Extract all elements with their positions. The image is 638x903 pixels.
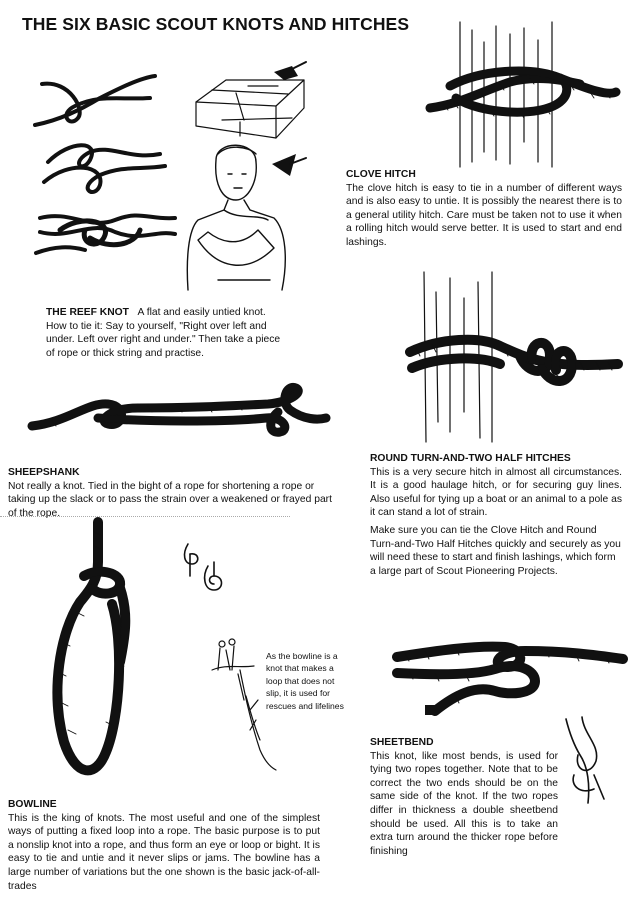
sheetbend-illustration [395,615,625,725]
clove-hitch-text: The clove hitch is easy to tie in a number of different ways and is also easy to untie. It is possibly the nearest there is to a general utility hitch. Care must be taken not to use it when a rolling hitch would serve better. It is used to start and end lashings. [346,182,622,248]
reef-knot-text: A flat and easily untied knot. How to tie it: Say to yourself, "Right over left and under. Left over right and under." Then take a piece of rope or thick string and practise. [46,307,281,359]
boy-with-arm-sling-illustration [178,140,308,290]
clove-hitch-heading: CLOVE HITCH [346,169,416,180]
sheepshank-illustration [28,382,328,438]
page-title: THE SIX BASIC SCOUT KNOTS AND HITCHES [22,14,410,34]
sheepshank-text: Not really a knot. Tied in the bight of a rope for shortening a rope or taking up the slack or to pass the strain over a weakened or frayed part of the rope. [8,480,332,519]
round-turn-text: This is a very secure hitch in almost all circumstances. It is a good haulage hitch, or for securing guy lines. Also useful for tying up a boat or an animal to a pole as it can stand a lot of strain. [370,466,622,519]
bowline-heading: BOWLINE [8,799,57,810]
round-turn-two-half-hitches-illustration [400,272,620,442]
reef-knot-section [46,306,282,360]
reef-knot-heading: THE REEF KNOT [46,307,129,318]
reef-knot-steps-illustration [30,70,180,280]
clove-hitch-section [346,168,622,250]
bowline-text: This is the king of knots. The most useful and one of the simplest ways of putting a fixed loop into a rope. The basic purpose is to put a nonslip knot into a rope, and thus form an eye or loop or bight. It is easy to tie and untie and it never slips or jams. The bowline has a large number of variations but the one shown is the basic jack-of-all-trades [8,812,320,892]
bowline-rescue-caption: As the bowline is a knot that makes a loop that does not slip, it is used for rescues and lifelines [266,651,344,711]
sheetbend-text: This knot, like most bends, is used for tying two ropes together. Note that to be correct the two ends should be on the same side of the knot. If the two ropes differ in thickness a double sheetbend should be used. All this is to take an extra turn around the thicker rope before finishing [370,750,558,857]
tied-parcel-illustration [192,62,310,142]
round-turn-section [370,452,622,520]
sheetbend-section [370,736,558,858]
bowline-loop-illustration [40,522,150,782]
sheepshank-section [8,466,340,520]
lashings-note: Make sure you can tie the Clove Hitch and Round Turn-and-Two Half Hitches quickly and securely as you will need these to start and finish lashings, which form a large part of Scout Pioneering Projects. [370,525,621,577]
round-turn-heading: ROUND TURN-AND-TWO HALF HITCHES [370,453,571,464]
clove-hitch-illustration [420,22,620,167]
sheetbend-small-illustration [560,715,610,805]
bowline-steps-illustration [178,540,228,596]
bowline-section [8,798,320,893]
sheetbend-heading: SHEETBEND [370,737,434,748]
sheepshank-heading: SHEEPSHANK [8,467,80,478]
